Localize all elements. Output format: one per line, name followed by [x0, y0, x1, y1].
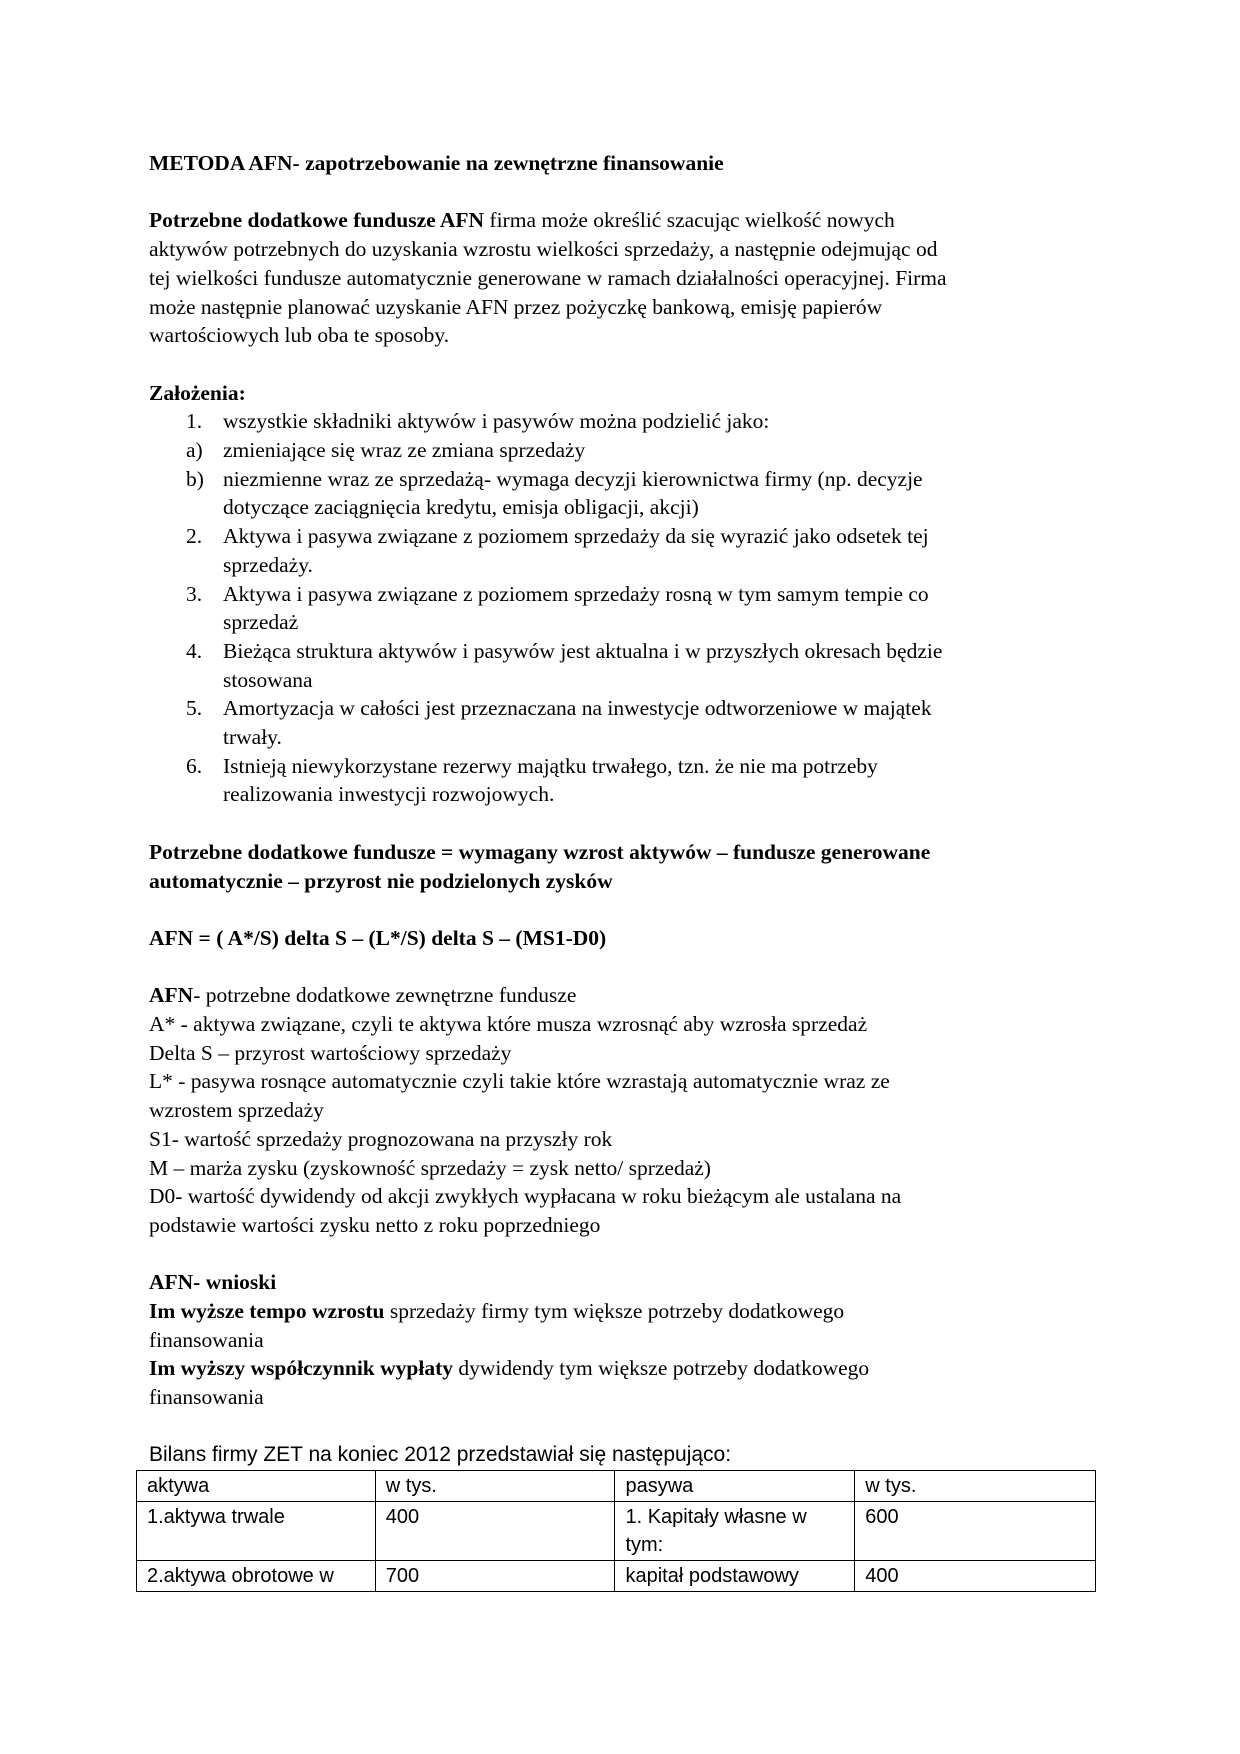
definition-line: [149, 981, 1109, 1010]
table-cell: aktywa: [137, 1471, 376, 1502]
list-item-text: Istnieją niewykorzystane rezerwy majątku trwałego, tzn. że nie ma potrzeby: [223, 753, 878, 778]
conclusions-heading: AFN- wnioski: [149, 1270, 277, 1295]
definition-line: [149, 1125, 1109, 1154]
list-item: [149, 580, 1109, 637]
table-row: [137, 1502, 1096, 1561]
list-item-text: niezmienne wraz ze sprzedażą- wymaga decyzji kierownictwa firmy (np. decyzje: [223, 466, 923, 491]
definition-term: AFN: [149, 983, 194, 1008]
list-number: b): [186, 466, 204, 491]
afn-formula: AFN = ( A*/S) delta S – (L*/S) delta S – (MS1-D0): [149, 925, 607, 950]
list-item: [149, 637, 1109, 694]
table-cell: 1. Kapitały własne w tym:: [615, 1502, 855, 1561]
definition-line: [149, 1010, 1109, 1039]
intro-paragraph: Potrzebne dodatkowe fundusze AFN firma może określić szacując wielkość nowych aktywów potrzebnych do uzyskania wzrostu wielkości sprzedaży, a następnie odejmując od tej wielkości fundusze automatycznie generowane w ramach działalności operacyjnej. Firma może następnie planować uzyskanie AFN przez pożyczkę bankową, emisję papierów wartościowych lub oba te sposoby.: [149, 208, 947, 348]
definition-line: [149, 1096, 1109, 1125]
definitions-list: [149, 981, 1109, 1239]
table-cell: 400: [375, 1502, 615, 1561]
list-item-text: zmieniające się wraz ze zmiana sprzedaży: [223, 438, 586, 462]
table-cell: 1.aktywa trwale: [137, 1502, 376, 1561]
list-number: a): [186, 438, 203, 462]
document-title: METODA AFN- zapotrzebowanie na zewnętrzne finansowanie: [149, 151, 724, 175]
list-item-text: Amortyzacja w całości jest przeznaczana na inwestycje odtworzeniowe w majątek: [223, 696, 932, 721]
list-item-text: Aktywa i pasywa związane z poziomem sprzedaży rosną w tym samym tempie co: [223, 581, 929, 606]
definition-text: S1- wartość sprzedaży prognozowana na przyszły rok: [149, 1126, 613, 1151]
table-caption: Bilans firmy ZET na koniec 2012 przedstawiał się następująco:: [149, 1442, 732, 1466]
definition-text: D0- wartość dywidendy od akcji zwykłych wypłacana w roku bieżącym ale ustalana na: [149, 1184, 902, 1209]
table-cell: 2.aktywa obrotowe w: [137, 1561, 376, 1592]
list-item: [149, 436, 1109, 465]
table-cell: w tys.: [375, 1471, 615, 1502]
conclusion-text: sprzedaży firmy tym większe potrzeby dodatkowego: [384, 1299, 845, 1324]
definition-text: podstawie wartości zysku netto z roku poprzedniego: [149, 1212, 601, 1237]
list-number: 6.: [186, 753, 203, 778]
definition-line: [149, 1067, 1109, 1096]
table-cell: kapitał podstawowy: [615, 1561, 855, 1592]
list-item-text: Aktywa i pasywa związane z poziomem sprzedaży da się wyrazić jako odsetek tej: [223, 524, 929, 549]
list-item-text: wszystkie składniki aktywów i pasywów można podzielić jako:: [223, 409, 770, 434]
conclusion-text: dywidendy tym większe potrzeby dodatkowego: [453, 1356, 870, 1381]
list-number: 2.: [186, 524, 203, 549]
list-number: 1.: [186, 409, 203, 434]
table-cell: w tys.: [855, 1471, 1096, 1502]
list-number: 4.: [186, 638, 203, 663]
table-cell: pasywa: [615, 1471, 855, 1502]
definition-text: A* - aktywa związane, czyli te aktywa które musza wzrosnąć aby wzrosła sprzedaż: [149, 1012, 868, 1037]
definition-line: [149, 1211, 1109, 1240]
conclusion-line: [149, 1354, 1109, 1383]
conclusions-list: [149, 1297, 1109, 1412]
formula-words: Potrzebne dodatkowe fundusze = wymagany wzrost aktywów – fundusze generowane automatycznie – przyrost nie podzielonych zysków: [149, 839, 931, 893]
definition-text: - potrzebne dodatkowe zewnętrzne fundusze: [193, 983, 577, 1008]
list-item-text: sprzedaży.: [223, 552, 313, 577]
definition-text: L* - pasywa rosnące automatycznie czyli takie które wzrastają automatycznie wraz ze: [149, 1069, 890, 1094]
definition-text: wzrostem sprzedaży: [149, 1098, 324, 1123]
list-number: 5.: [186, 696, 203, 721]
conclusion-continuation: finansowania: [149, 1327, 264, 1352]
assumptions-list: [149, 407, 1109, 809]
table-cell: 400: [855, 1561, 1096, 1592]
conclusion-line: [149, 1297, 1109, 1326]
balance-table: [136, 1470, 1096, 1592]
list-item: [149, 752, 1109, 809]
list-item-text: Bieżąca struktura aktywów i pasywów jest aktualna i w przyszłych okresach będzie: [223, 638, 943, 663]
assumptions-heading: Założenia:: [149, 380, 246, 405]
list-item: [149, 694, 1109, 751]
table-header-row: [137, 1471, 1096, 1502]
definition-line: [149, 1039, 1109, 1068]
list-item-text: sprzedaż: [223, 610, 299, 635]
definition-text: M – marża zysku (zyskowność sprzedaży = zysk netto/ sprzedaż): [149, 1155, 711, 1180]
definition-line: [149, 1182, 1109, 1211]
list-item-text: stosowana: [223, 667, 313, 692]
definition-line: [149, 1154, 1109, 1183]
conclusion-continuation: finansowania: [149, 1385, 264, 1410]
document-body: [149, 149, 1109, 1469]
definition-text: Delta S – przyrost wartościowy sprzedaży: [149, 1040, 512, 1065]
list-item-text: trwały.: [223, 725, 282, 750]
list-item-text: dotyczące zaciągnięcia kredytu, emisja obligacji, akcji): [223, 495, 699, 520]
conclusion-bold: Im wyższy współczynnik wypłaty: [149, 1356, 454, 1381]
list-item: [149, 465, 1109, 522]
list-item-text: realizowania inwestycji rozwojowych.: [223, 782, 555, 807]
list-number: 3.: [186, 581, 203, 606]
table-row: [137, 1561, 1096, 1592]
table-cell: 600: [855, 1502, 1096, 1561]
conclusion-bold: Im wyższe tempo wzrostu: [149, 1299, 385, 1324]
list-item: [149, 407, 1109, 436]
table-cell: 700: [375, 1561, 615, 1592]
list-item: [149, 522, 1109, 579]
